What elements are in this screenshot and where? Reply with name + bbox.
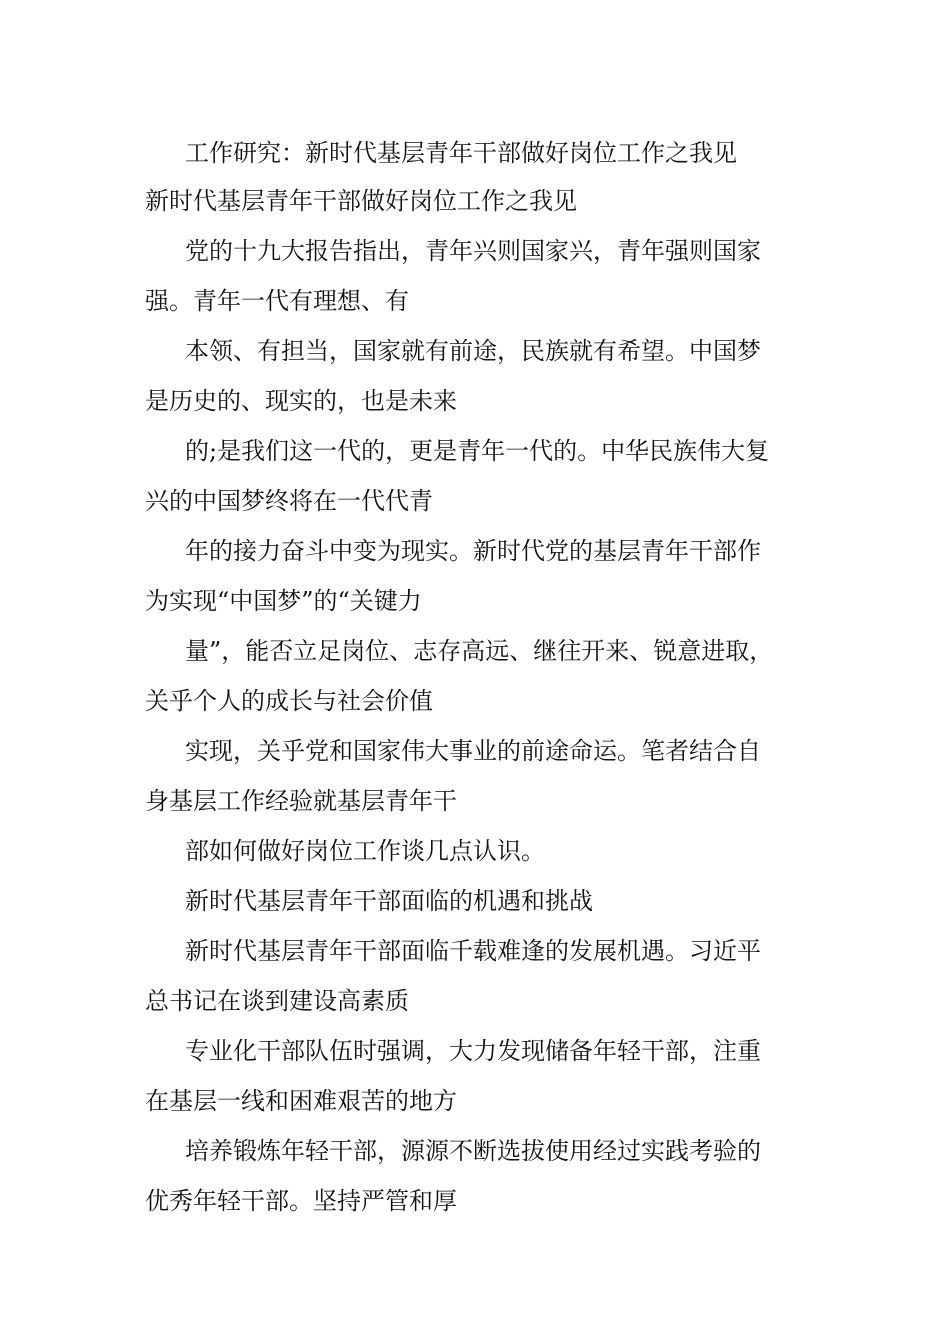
paragraph-line: 总书记在谈到建设高素质 (145, 987, 409, 1015)
paragraph-line: 培养锻炼年轻干部，源源不断选拔使用经过实践考验的 (185, 1137, 761, 1165)
paragraph-line: 专业化干部队伍时强调，大力发现储备年轻干部，注重 (185, 1037, 761, 1065)
paragraph-line: 新时代基层青年干部面临千载难逢的发展机遇。习近平 (185, 937, 761, 965)
document-subtitle: 新时代基层青年干部做好岗位工作之我见 (145, 187, 577, 215)
paragraph-line: 党的十九大报告指出，青年兴则国家兴，青年强则国家 (185, 237, 761, 265)
paragraph-line: 年的接力奋斗中变为现实。新时代党的基层青年干部作 (185, 537, 761, 565)
paragraph-line: 兴的中国梦终将在一代代青 (145, 487, 433, 515)
paragraph-line: 为实现“中国梦”的“关键力 (145, 587, 422, 615)
paragraph-line: 是历史的、现实的，也是未来 (145, 387, 457, 415)
document-title: 工作研究：新时代基层青年干部做好岗位工作之我见 (185, 139, 737, 167)
paragraph-line: 在基层一线和困难艰苦的地方 (145, 1087, 457, 1115)
paragraph-line: 部如何做好岗位工作谈几点认识。 (185, 837, 545, 865)
paragraph-line: 实现，关乎党和国家伟大事业的前途命运。笔者结合自 (185, 737, 761, 765)
paragraph-line: 强。青年一代有理想、有 (145, 287, 409, 315)
paragraph-line: 本领、有担当，国家就有前途，民族就有希望。中国梦 (185, 337, 761, 365)
paragraph-line: 量”，能否立足岗位、志存高远、继往开来、锐意进取， (185, 637, 774, 665)
paragraph-line: 优秀年轻干部。坚持严管和厚 (145, 1187, 457, 1215)
section-heading: 新时代基层青年干部面临的机遇和挑战 (185, 887, 593, 915)
paragraph-line: 的;是我们这一代的，更是青年一代的。中华民族伟大复 (185, 437, 770, 465)
paragraph-line: 身基层工作经验就基层青年干 (145, 787, 457, 815)
paragraph-line: 关乎个人的成长与社会价值 (145, 687, 433, 715)
